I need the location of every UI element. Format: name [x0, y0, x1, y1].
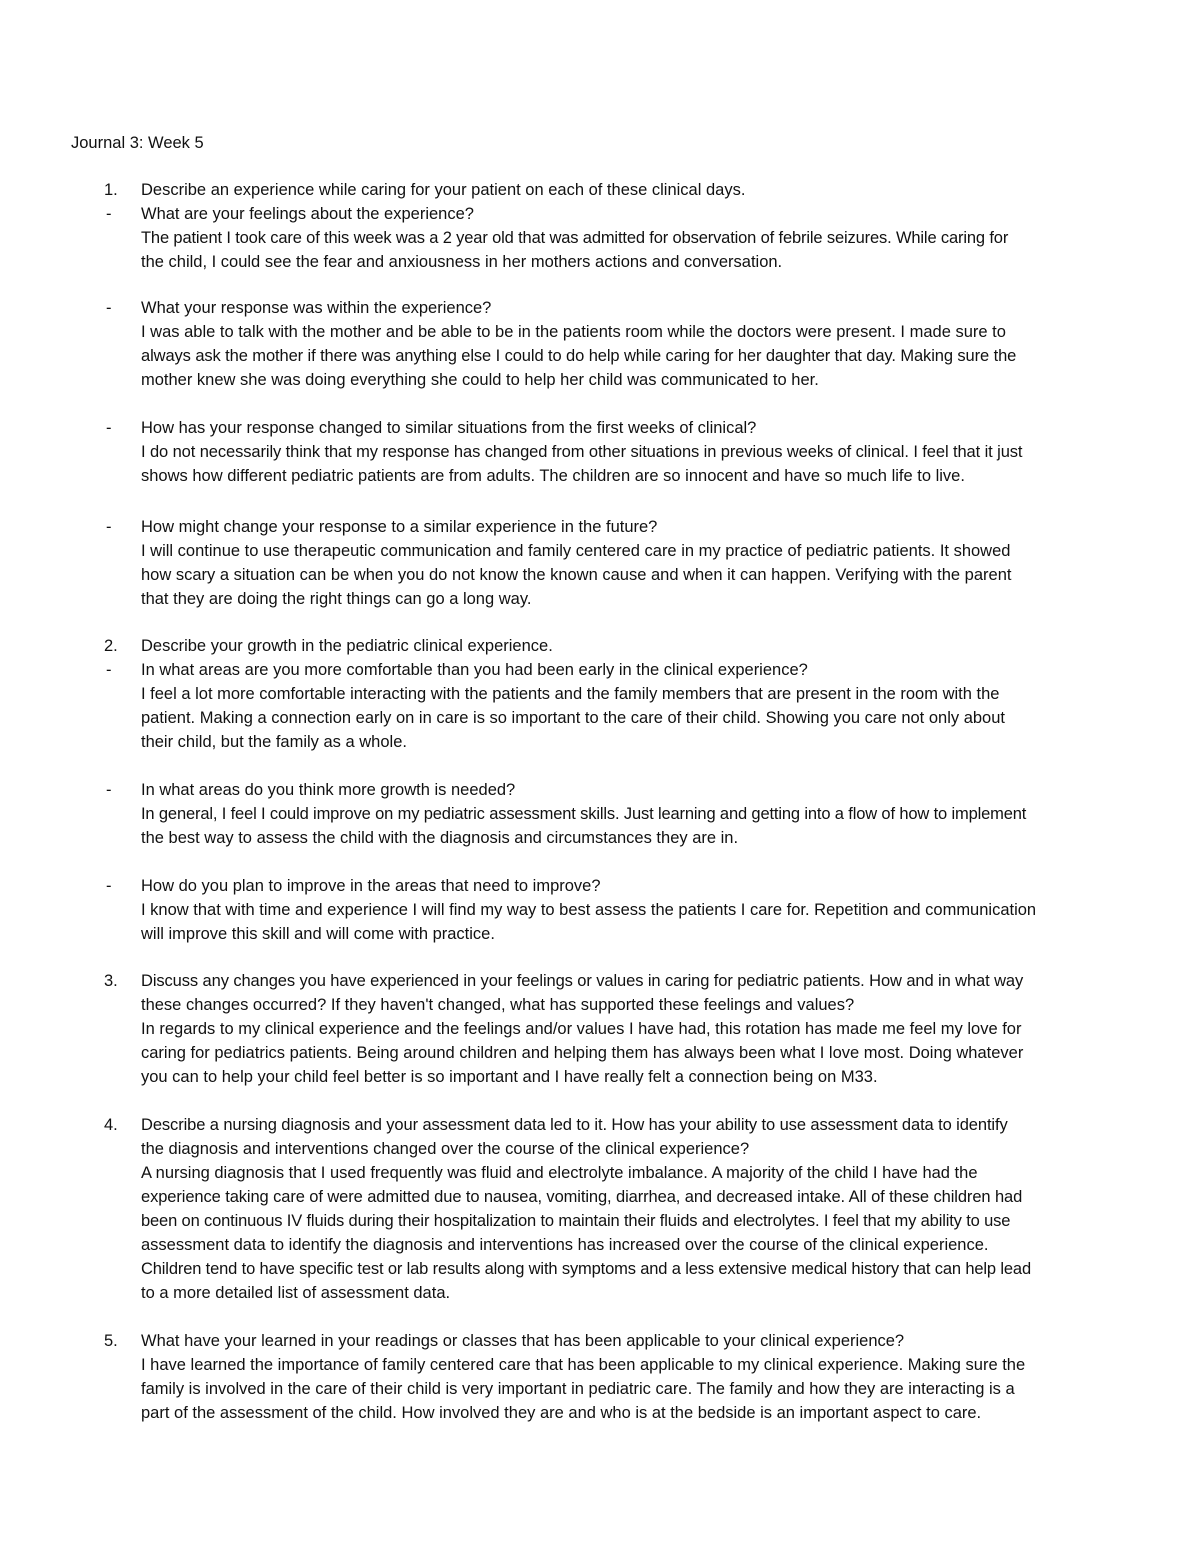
answer-line: will improve this skill and will come with practice. [141, 925, 495, 943]
question-2-heading: Describe your growth in the pediatric clinical experience. [141, 637, 553, 655]
answer-line: In general, I feel I could improve on my pediatric assessment skills. Just learning and getting into a flow of how to implement [141, 805, 1027, 823]
list-dash: - [106, 781, 112, 799]
answer-line: I know that with time and experience I will find my way to best assess the patients I care for. Repetition and communication [141, 901, 1037, 919]
answer-line: family is involved in the care of their child is very important in pediatric care. The family and how they are interacting is a [141, 1380, 1015, 1398]
answer-line: shows how different pediatric patients are from adults. The children are so innocent and have so much life to live. [141, 467, 965, 485]
answer-line: In regards to my clinical experience and the feelings and/or values I have had, this rotation has made me feel my love for [141, 1020, 1022, 1038]
question-4-line: Describe a nursing diagnosis and your assessment data led to it. How has your ability to use assessment data to identify [141, 1116, 1008, 1134]
list-dash: - [106, 661, 112, 679]
answer-line: part of the assessment of the child. How involved they are and who is at the bedside is an important aspect to care. [141, 1404, 982, 1422]
document-title: Journal 3: Week 5 [71, 134, 204, 152]
list-dash: - [106, 419, 112, 437]
question-3-line: these changes occurred? If they haven't changed, what has supported these feelings and values? [141, 996, 855, 1014]
question-4-line: the diagnosis and interventions changed over the course of the clinical experience? [141, 1140, 750, 1158]
sub-question-plan-improve: How do you plan to improve in the areas that need to improve? [141, 877, 601, 895]
sub-question-growth-needed: In what areas do you think more growth is needed? [141, 781, 516, 799]
answer-line: I will continue to use therapeutic communication and family centered care in my practice of pediatric patients. It showed [141, 542, 1011, 560]
answer-line: assessment data to identify the diagnosis and interventions has increased over the course of the clinical experience. [141, 1236, 989, 1254]
answer-line: patient. Making a connection early on in care is so important to the care of their child. Showing you care not only about [141, 709, 1005, 727]
answer-line: I do not necessarily think that my response has changed from other situations in previous weeks of clinical. I feel that it just [141, 443, 1023, 461]
answer-line: how scary a situation can be when you do not know the known cause and when it can happen. Verifying with the parent [141, 566, 1012, 584]
question-5: What have your learned in your readings or classes that has been applicable to your clinical experience? [141, 1332, 905, 1350]
list-dash: - [106, 518, 112, 536]
answer-line: caring for pediatrics patients. Being around children and helping them has always been what I love most. Doing whatever [141, 1044, 1024, 1062]
answer-line: you can to help your child feel better is so important and I have really felt a connection being on M33. [141, 1068, 878, 1086]
answer-line: to a more detailed list of assessment data. [141, 1284, 451, 1302]
sub-question-comfortable: In what areas are you more comfortable than you had been early in the clinical experience? [141, 661, 808, 679]
list-dash: - [106, 877, 112, 895]
list-number-1: 1. [104, 181, 118, 199]
sub-question-response: What your response was within the experience? [141, 299, 492, 317]
list-number-5: 5. [104, 1332, 118, 1350]
answer-line: that they are doing the right things can go a long way. [141, 590, 532, 608]
sub-question-response-changed: How has your response changed to similar situations from the first weeks of clinical? [141, 419, 757, 437]
answer-line: their child, but the family as a whole. [141, 733, 407, 751]
sub-question-feelings: What are your feelings about the experience? [141, 205, 474, 223]
answer-line: The patient I took care of this week was a 2 year old that was admitted for observation of febrile seizures. While caring for [141, 229, 1009, 247]
answer-line: I have learned the importance of family centered care that has been applicable to my clinical experience. Making sure the [141, 1356, 1026, 1374]
answer-line: the child, I could see the fear and anxiousness in her mothers actions and conversation. [141, 253, 783, 271]
question-1-heading: Describe an experience while caring for your patient on each of these clinical days. [141, 181, 746, 199]
answer-line: mother knew she was doing everything she could to help her child was communicated to her. [141, 371, 819, 389]
answer-line: Children tend to have specific test or lab results along with symptoms and a less extensive medical history that can help lead [141, 1260, 1031, 1278]
list-number-3: 3. [104, 972, 118, 990]
list-dash: - [106, 299, 112, 317]
list-dash: - [106, 205, 112, 223]
answer-line: experience taking care of were admitted due to nausea, vomiting, diarrhea, and decreased intake. All of these children had [141, 1188, 1023, 1206]
answer-line: been on continuous IV fluids during their hospitalization to maintain their fluids and electrolytes. I feel that my ability to use [141, 1212, 1011, 1230]
answer-line: I was able to talk with the mother and be able to be in the patients room while the doctors were present. I made sure to [141, 323, 1006, 341]
answer-line: I feel a lot more comfortable interacting with the patients and the family members that are present in the room with the [141, 685, 1000, 703]
sub-question-future-response: How might change your response to a similar experience in the future? [141, 518, 658, 536]
answer-line: the best way to assess the child with the diagnosis and circumstances they are in. [141, 829, 739, 847]
answer-line: always ask the mother if there was anything else I could to do help while caring for her daughter that day. Making sure the [141, 347, 1017, 365]
list-number-4: 4. [104, 1116, 118, 1134]
answer-line: A nursing diagnosis that I used frequently was fluid and electrolyte imbalance. A majority of the child I have had the [141, 1164, 978, 1182]
list-number-2: 2. [104, 637, 118, 655]
question-3-line: Discuss any changes you have experienced in your feelings or values in caring for pediatric patients. How and in what way [141, 972, 1024, 990]
